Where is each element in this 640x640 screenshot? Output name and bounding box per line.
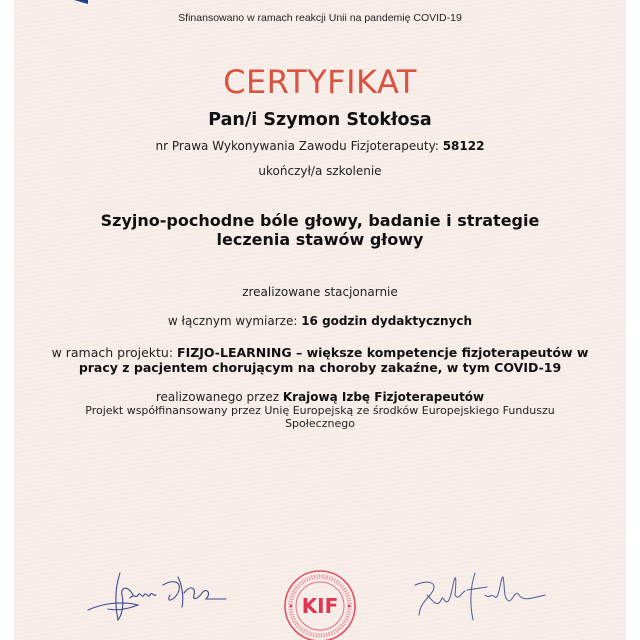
license-line [0, 139, 640, 153]
completed-text: ukończył/a szkolenie [258, 164, 382, 178]
project-name-line-1: FIZJO-LEARNING – większe kompetencje fizjoterapeutów w [177, 345, 589, 360]
signature-right [405, 565, 565, 625]
course-title-line-1: Szyjno-pochodne bóle głowy, badanie i strategie [100, 211, 540, 230]
hours-label: w łącznym wymiarze: [167, 314, 302, 328]
course-title [0, 211, 640, 249]
project-line [0, 345, 640, 375]
delivery-mode: zrealizowane stacjonarnie [242, 285, 398, 299]
kif-logo-icon: KIF [301, 594, 339, 618]
kif-stamp [282, 568, 358, 640]
license-label: nr Prawa Wykonywania Zawodu Fizjoterapeuty: [155, 139, 443, 153]
project-label: w ramach projektu: [51, 345, 178, 360]
project-name-line-2: pracy z pacjentem chorującym na choroby zakaźne, w tym COVID-19 [78, 360, 562, 375]
realized-label: realizowanego przez [155, 390, 283, 404]
funding-note: Sfinansowano w ramach reakcji Unii na pandemię COVID-19 [178, 12, 462, 24]
realized-line [0, 390, 640, 404]
hours-line [0, 314, 640, 328]
recipient-name: Pan/i Szymon Stokłosa [208, 110, 432, 130]
hours-value: 16 godzin dydaktycznych [301, 314, 473, 328]
cofinanced-line-1: Projekt współfinansowany przez Unię Europejską ze środków Europejskiego Funduszu [85, 404, 555, 417]
realized-by: Krajową Izbę Fizjoterapeutów [282, 390, 485, 404]
license-number: 58122 [442, 139, 485, 153]
course-title-line-2: leczenia stawów głowy [216, 230, 424, 249]
certificate-title: CERTYFIKAT [223, 63, 417, 101]
cofinanced-line-2: Społecznego [285, 417, 355, 430]
signature-left [78, 565, 238, 625]
eu-flag-fragment [74, 0, 88, 4]
cofinanced-note [0, 404, 640, 430]
